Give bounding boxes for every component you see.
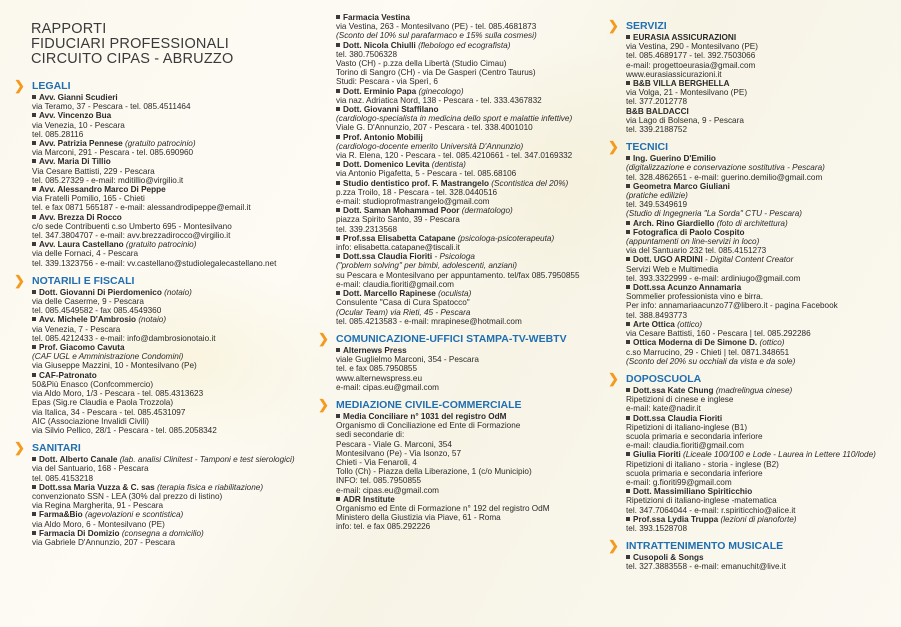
entry-name: Avv. Michele D'Ambrosio [32,315,136,324]
entry-name-line [318,234,604,243]
entry-detail-line: e-mail: cipas.eu@gmail.com [336,382,439,392]
entry-name-line [608,283,898,292]
entry-note: (dermatologo) [461,206,513,216]
section-heading-sanitari [14,442,314,454]
entry-name-line [318,133,604,142]
entry-detail-line: tel. e fax 085.7950855 [336,364,418,374]
entry-detail-line: (cardiologo-docente emerito Università D'Annunzio) [336,141,524,151]
entry-detail-line: Vasto (CH) - p.zza della Libertà (Studio Cimau) [336,59,507,69]
entry-name-line [318,346,604,355]
entry-name-line [14,288,314,297]
entry-detail-line: via del Santuario, 168 - Pescara [32,464,149,474]
entry-name: Dott.ssa Kate Chung [626,386,714,395]
chevron-right-icon: ❯ [318,396,329,412]
entry-detail-line: via Aldo Moro, 6 - Montesilvano (PE) [32,519,165,529]
entry-detail-line: info: tel. e fax 085.292226 [336,522,431,532]
chevron-right-icon: ❯ [318,330,329,346]
entry-name: Arte Ottica [626,320,675,329]
entry-detail-line: Chieti - Via Fenaroli, 4 [336,457,417,467]
entry-name-line [608,182,898,191]
entry-detail-line: via Marconi, 291 - Pescara - tel. 085.690960 [32,148,194,158]
entry-name-line [14,157,314,166]
entry-detail-line: Consulente "Casa di Cura Spatocco" [336,298,470,308]
entry-detail-line: tel. 085.4689177 - tel. 392.7503066 [626,51,756,61]
entry-note: (ottico) [677,319,703,329]
section-heading-comunicazione [318,330,604,346]
chevron-right-icon: ❯ [608,18,619,33]
entry-detail-line: INFO: tel. 085.7950855 [336,476,422,486]
entry-detail-line: tel. 339.1323756 - e-mail: vv.castellano@studiolegalecastellano.net [32,258,277,268]
entry-name-line [14,213,314,222]
entry-detail-line: c/o sede Contribuenti c.so Umberto 695 - Montesilvano [32,221,232,231]
entry-detail-line: Servizi Web e Multimedia [626,264,719,274]
section-heading-label: SERVIZI [626,20,667,32]
entry-name-line [608,338,898,347]
entry-name-line [14,483,314,492]
entry-name: Arch. Rino Giardiello [626,219,714,228]
entry-detail-line: viale Guglielmo Marconi, 354 - Pescara [336,355,479,365]
entry-name: Dott. Saman Mohammad Poor [336,206,459,215]
entry-note: (psicologa-psicoterapeuta) [457,233,555,243]
entry-detail-line: via Silvio Pellico, 28/1 - Pescara - tel. 085.2058342 [32,425,217,435]
entry-detail-line: tel. 339.2188752 [626,125,688,135]
entry-detail-line: via Aldo Moro, 1/3 - Pescara - tel. 085.4313623 [32,389,204,399]
section-heading-doposcuola [608,370,898,386]
entry-detail-line: (Sconto del 20% su occhiali da vista e da sole) [626,356,796,366]
entry-detail-line: Ripetizioni di italiano-inglese (B1) [626,422,748,432]
column-left [14,0,314,627]
chevron-right-icon: ❯ [14,78,25,93]
entry-name-line [608,386,898,395]
entry-name-line [318,160,604,169]
entry-name: Dott. UGO ARDINI [626,255,703,264]
entry-detail-line: Tollo (Ch) - Piazza della Liberazione, 1 (c/o Municipio) [336,467,532,477]
entry-name-line [608,228,898,237]
title-line: RAPPORTI [31,21,107,37]
entry-name-line [318,105,604,114]
entry-detail-line: Pescara - Viale G. Marconi, 354 [336,439,452,449]
entry-detail-line: tel. 377.2012778 [626,97,688,107]
section-heading-label: SANITARI [32,442,81,455]
entry-name: Dott. Alberto Canale [32,455,117,464]
entry-name: Fotografica di Paolo Cospito [626,228,744,237]
entry-name-line [14,93,314,102]
section-heading-servizi [608,20,898,32]
entry-detail-line: via Venezia, 10 - Pescara [32,120,125,130]
entry-detail-line: Sommelier professionista vino e birra. [626,292,763,302]
section-heading-notarili [14,272,314,288]
entry-name-line [318,412,604,421]
page-title [31,22,314,67]
entry-detail-line: via Fratelli Pomilio, 165 - Chieti [32,194,145,204]
entry-detail-line: Per info: annamariaacunzo77@libero.it - pagina Facebook [626,301,838,311]
section-heading-label: COMUNICAZIONE-UFFICI STAMPA-TV-WEBTV [336,332,567,345]
section-heading-label: DOPOSCUOLA [626,372,702,385]
section-heading-legali [14,80,314,92]
entry-detail-line: e-mail: studioprofmastrangelo@gmail.com [336,197,490,207]
entry-name: Avv. Alessandro Marco Di Peppe [32,185,166,194]
entry-name-line [608,154,898,163]
entry-name: Dott. Giovanni Di Pierdomenico [32,288,162,297]
entry-detail-line: tel. 085.27329 - e-mail: mditillio@virgilio.it [32,175,184,185]
entry-name: Dott.ssa Claudia Fioriti [336,252,432,261]
entry-detail-line: tel. 380.7506328 [336,49,398,59]
entry-detail-line: tel. 085.4153218 [32,473,94,483]
entry-name: Farmacia Di Domizio [32,529,120,538]
entry-name: Cusopoli & Songs [626,553,704,562]
entry-note: (gratuito patrocinio) [125,139,196,149]
entry-detail-line: tel. 085.4213583 - e-mail: mrapinese@hotmail.com [336,316,522,326]
entry-detail-line: via Teramo, 37 - Pescara - tel. 085.4511464 [32,102,191,112]
entry-detail-line: tel. 339.2313568 [336,224,398,234]
entry-name-line [608,33,898,42]
entry-detail-line: via naz. Adriatica Nord, 138 - Pescara - tel. 333.4367832 [336,95,542,105]
entry-name: Avv. Brezza Di Rocco [32,213,122,222]
entry-note: (agevolazioni e scontistica) [84,510,184,520]
entry-note: (lab. analisi Clinitest - Tamponi e test sierologici) [119,455,295,465]
section-heading-label: INTRATTENIMENTO MUSICALE [626,540,784,553]
entry-name: Dott. Nicola Chiulli [336,41,416,50]
entry-name: Farmacia Vestina [336,13,410,22]
entry-detail-line: via Vestina, 263 - Montesilvano (PE) - tel. 085.4681873 [336,22,537,32]
entry-name: Avv. Maria Di Tillio [32,157,111,166]
entry-detail-line: scuola primaria e secondaria inferiore [626,468,763,478]
entry-note: - Psicologa [434,252,475,262]
entry-name-line [318,252,604,261]
entry-name-line [14,510,314,519]
entry-detail-line: Ripetizioni di cinese e inglese [626,395,734,405]
entry-detail-line: e-mail: claudia.fioriti@gmail.com [626,441,744,451]
entry-name: Dott. Giovanni Staffilano [336,105,439,114]
entry-detail-line: Torino di Sangro (CH) - via De Gasperi (Centro Taurus) [336,68,536,78]
entry-detail-line: via Lago di Bolsena, 9 - Pescara [626,115,744,125]
entry-detail-line: Organismo di Conciliazione ed Ente di Formazione [336,421,521,431]
entry-name-line [14,343,314,352]
entry-detail-line: sedi secondarie di: [336,430,405,440]
entry-detail-line: (cardiologo-specialista in medicina dello sport e malattie infettive) [336,114,573,124]
column-right [608,0,898,627]
entry-name-line [318,289,604,298]
entry-detail-line: Epas (Sig.re Claudia e Paola Trozzola) [32,398,174,408]
section-heading-musicale [608,540,898,552]
entry-detail-line: info: elisabetta.catapane@tiscali.it [336,243,460,253]
entry-detail-line: tel. 393.3322999 - e-mail: ardiniugo@gmail.com [626,273,801,283]
section-heading-label: NOTARILI E FISCALI [32,274,135,287]
entry-detail-line: Ministero della Giustizia via Piave, 61 - Roma [336,513,501,523]
entry-detail-line: via delle Caserme, 9 - Pescara [32,297,144,307]
entry-note: (madrelingua cinese) [715,385,793,395]
entry-name: Dott.ssa Maria Vuzza & C. sas [32,483,155,492]
chevron-right-icon: ❯ [608,538,619,554]
entry-detail-line: (CAF UGL e Amministrazione Condomini) [32,352,184,362]
entry-detail-line: tel. 327.3883558 - e-mail: emanuchit@live.it [626,562,786,572]
entry-name-line [318,87,604,96]
entry-name-line [608,255,898,264]
entry-detail-line: (digitalizzazione e conservazione sostitutiva - Pescara) [626,163,825,173]
entry-detail-line: tel. 085.4549582 - fax 085.4549360 [32,306,162,316]
entry-detail-line: (Ocular Team) via Rieti, 45 - Pescara [336,307,471,317]
entry-detail-line: e-mail: progettoeurasia@gmail.com [626,60,756,70]
title-line: CIRCUITO CIPAS - ABRUZZO [31,51,234,67]
entry-name: Dott. Erminio Papa [336,87,416,96]
entry-name: Geometra Marco Giuliani [626,182,730,191]
entry-name-line [318,41,604,50]
entry-name-line [318,495,604,504]
entry-detail-line: via Vestina, 290 - Montesilvano (PE) [626,42,758,52]
chevron-right-icon: ❯ [14,272,25,288]
chevron-right-icon: ❯ [608,139,619,155]
entry-name-line [14,185,314,194]
entry-name: Giulia Fioriti [626,450,681,459]
entry-name-line [14,240,314,249]
entry-detail-line: Via Cesare Battisti, 229 - Pescara [32,166,155,176]
entry-note: (notaio) [164,287,192,297]
entry-name: Avv. Gianni Scudieri [32,93,118,102]
entry-detail-line: via delle Fornaci, 4 - Pescara [32,249,139,259]
title-line: FIDUCIARI PROFESSIONALI [31,36,229,52]
entry-detail-line: e-mail: claudia.fioriti@gmail.com [336,279,454,289]
entry-note: (oculista) [438,289,472,299]
entry-detail-line: via Cesare Battisti, 160 - Pescara | tel. 085.292286 [626,329,811,339]
entry-detail-line: via Gabriele D'Annunzio, 207 - Pescara [32,537,176,547]
entry-name: Dott. Domenico Levita [336,160,429,169]
entry-name-line [608,414,898,423]
entry-detail-line: tel. 328.4862651 - e-mail: guerino.demilio@gmail.com [626,172,823,182]
entry-note: (lezioni di pianoforte) [720,514,797,524]
section-heading-label: LEGALI [32,80,71,92]
entry-name-line [608,515,898,524]
entry-note: (Scontistica del 20%) [491,178,569,188]
entry-name: Dott.ssa Claudia Fioriti [626,414,722,423]
entry-detail-line: c.so Marrucino, 29 - Chieti | tel. 0871.348651 [626,347,790,357]
entry-name: Prof. Giacomo Cavuta [32,343,125,352]
entry-name-line [14,315,314,324]
entry-detail-line: Ripetizioni di italiano - storia - inglese (B2) [626,459,779,469]
entry-detail-line: www.eurasiassicurazioni.it [626,69,722,79]
entry-detail-line: p.zza Troilo, 18 - Pescara - tel. 328.0440516 [336,187,498,197]
entry-name: Dott.ssa Acunzo Annamaria [626,283,741,292]
entry-name-line [14,529,314,538]
entry-detail-line: tel. 347.7064044 - e-mail: r.spiriticchio@alice.it [626,505,796,515]
entry-name: CAF-Patronato [32,371,97,380]
entry-detail-line: via R. Elena, 120 - Pescara - tel. 085.4210661 - tel. 347.0169332 [336,151,573,161]
entry-detail-line: via Italica, 34 - Pescara - tel. 085.4531097 [32,407,186,417]
entry-detail-line: Montesilvano (Pe) - Via Isonzo, 57 [336,448,461,458]
entry-name: Avv. Laura Castellano [32,240,124,249]
entry-detail-line: tel. 085.4212433 - e-mail: info@dambrosionotaio.it [32,333,216,343]
entry-detail-line: Organismo ed Ente di Formazione n° 192 del registro OdM [336,503,550,513]
entry-name: Alternews Press [336,346,407,355]
entry-detail-line: e-mail: kate@nadir.it [626,404,701,414]
chevron-right-icon: ❯ [14,440,25,456]
column-middle [318,0,604,627]
entry-detail-line: Ripetizioni di italiano-inglese -matematica [626,496,777,506]
entry-detail-line: via Giuseppe Mazzini, 10 - Montesilvano (Pe) [32,361,197,371]
entry-name-line [14,111,314,120]
entry-detail-line: e-mail: g.fioriti99@gmail.com [626,477,732,487]
entry-detail-line: convenzionato SSN - LEA (30% dal prezzo di listino) [32,491,223,501]
section-heading-tecnici [608,141,898,153]
entry-detail-line: (pratiche edilizie) [626,191,688,201]
entry-detail-line: tel. 347.3804707 - e-mail: avv.brezzadirocco@virgilio.it [32,231,231,241]
entry-note: (foto di architettura) [716,218,788,228]
entry-name: Dott. Massimiliano Spiriticchio [626,487,752,496]
entry-detail-line: tel. 393.1528708 [626,523,688,533]
entry-name-line [608,553,898,562]
section-heading-label: TECNICI [626,141,668,154]
entry-name: Studio dentistico prof. F. Mastrangelo [336,179,489,188]
entry-name-line [608,79,898,88]
entry-name: Avv. Patrizia Pennese [32,139,123,148]
entry-detail-line: (Studio di Ingegneria "La Sorda" CTU - Pescara) [626,209,803,219]
entry-detail-line: AIC (Associazione Invalidi Civili) [32,416,149,426]
entry-name: Ottica Moderna di De Simone D. [626,338,757,347]
entry-name: Ing. Guerino D'Emilio [626,154,716,163]
section-heading-mediazione [318,396,604,412]
section-heading-label: MEDIAZIONE CIVILE-COMMERCIALE [336,398,522,411]
entry-detail-line: tel. 388.8493773 [626,310,688,320]
entry-name: Prof. Antonio Mobilij [336,133,423,142]
entry-note: (flebologo ed ecografista) [418,40,511,50]
entry-note: - Digital Content Creator [705,255,794,265]
entry-name-line [608,450,898,459]
entry-name-line [608,107,898,116]
entry-name-line [318,179,604,188]
entry-name: Prof.ssa Lydia Truppa [626,515,718,524]
entry-note: (Liceale 100/100 e Lode - Laurea in Lettere 110/lode) [683,450,876,460]
entry-name: EURASIA ASSICURAZIONI [626,33,736,42]
entry-name: B&B VILLA BERGHELLA [626,79,730,88]
entry-detail-line: (appuntamenti on line-servizi in loco) [626,237,760,247]
entry-detail-line: via Venezia, 7 - Pescara [32,324,121,334]
entry-detail-line: su Pescara e Montesilvano per appuntamento. tel/fax 085.7950855 [336,270,580,280]
entry-name-line [318,206,604,215]
entry-name-line [608,320,898,329]
entry-detail-line: Studi: Pescara - via Sperì, 6 [336,77,438,87]
entry-name: Dott. Marcello Rapinese [336,289,436,298]
entry-detail-line: piazza Spirito Santo, 39 - Pescara [336,215,460,225]
entry-name: Prof.ssa Elisabetta Catapane [336,234,455,243]
entry-note: (consegna a domicilio) [121,528,204,538]
entry-note: (ginecologo) [418,86,464,96]
entry-detail-line: scuola primaria e secondaria inferiore [626,431,763,441]
entry-detail-line: e-mail: cipas.eu@gmail.com [336,485,439,495]
entry-name-line [608,487,898,496]
entry-name-line [608,219,898,228]
entry-note: (dentista) [431,160,466,170]
entry-note: (terapia fisica e riabilitazione) [157,482,264,492]
entry-detail-line: via Regina Margherita, 91 - Pescara [32,501,164,511]
entry-detail-line: tel. 349.5349619 [626,200,688,210]
entry-name: Farma&Bio [32,510,83,519]
entry-name-line [14,455,314,464]
entry-detail-line: ("problem solving" per bimbi, adolescenti, anziani) [336,261,518,271]
entry-detail-line: Viale G. D'Annunzio, 207 - Pescara - tel. 338.4001010 [336,123,533,133]
entry-name: ADR Institute [336,495,395,504]
entry-note: (ottico) [759,338,785,348]
entry-name: Media Conciliare n° 1031 del registro OdM [336,412,506,421]
entry-note: (gratuito patrocinio) [125,240,197,250]
entry-detail-line: via Volga, 21 - Montesilvano (PE) [626,88,748,98]
chevron-right-icon: ❯ [608,370,619,386]
entry-detail-line: 50&Più Enasco (Confcommercio) [32,379,154,389]
entry-detail-line: via Antonio Pigafetta, 5 - Pescara - tel. 085.68106 [336,169,517,179]
entry-name: B&B BALDACCI [626,106,689,116]
entry-detail-line: via del Santuario 232 tel. 085.4151273 [626,246,767,256]
entry-detail-line: tel. 085.28116 [32,129,84,139]
entry-name-line [14,371,314,380]
entry-detail-line: (Sconto del 10% sul parafarmaco e 15% sulla cosmesi) [336,31,537,41]
entry-detail-line: www.alternewspress.eu [336,373,423,383]
entry-detail-line: tel. e fax 0871 565187 - e-mail: alessandrodipeppe@email.it [32,203,251,213]
entry-name-line [14,139,314,148]
entry-note: (notaio) [138,315,167,325]
entry-name: Avv. Vincenzo Bua [32,111,111,120]
entry-name-line [318,13,604,22]
